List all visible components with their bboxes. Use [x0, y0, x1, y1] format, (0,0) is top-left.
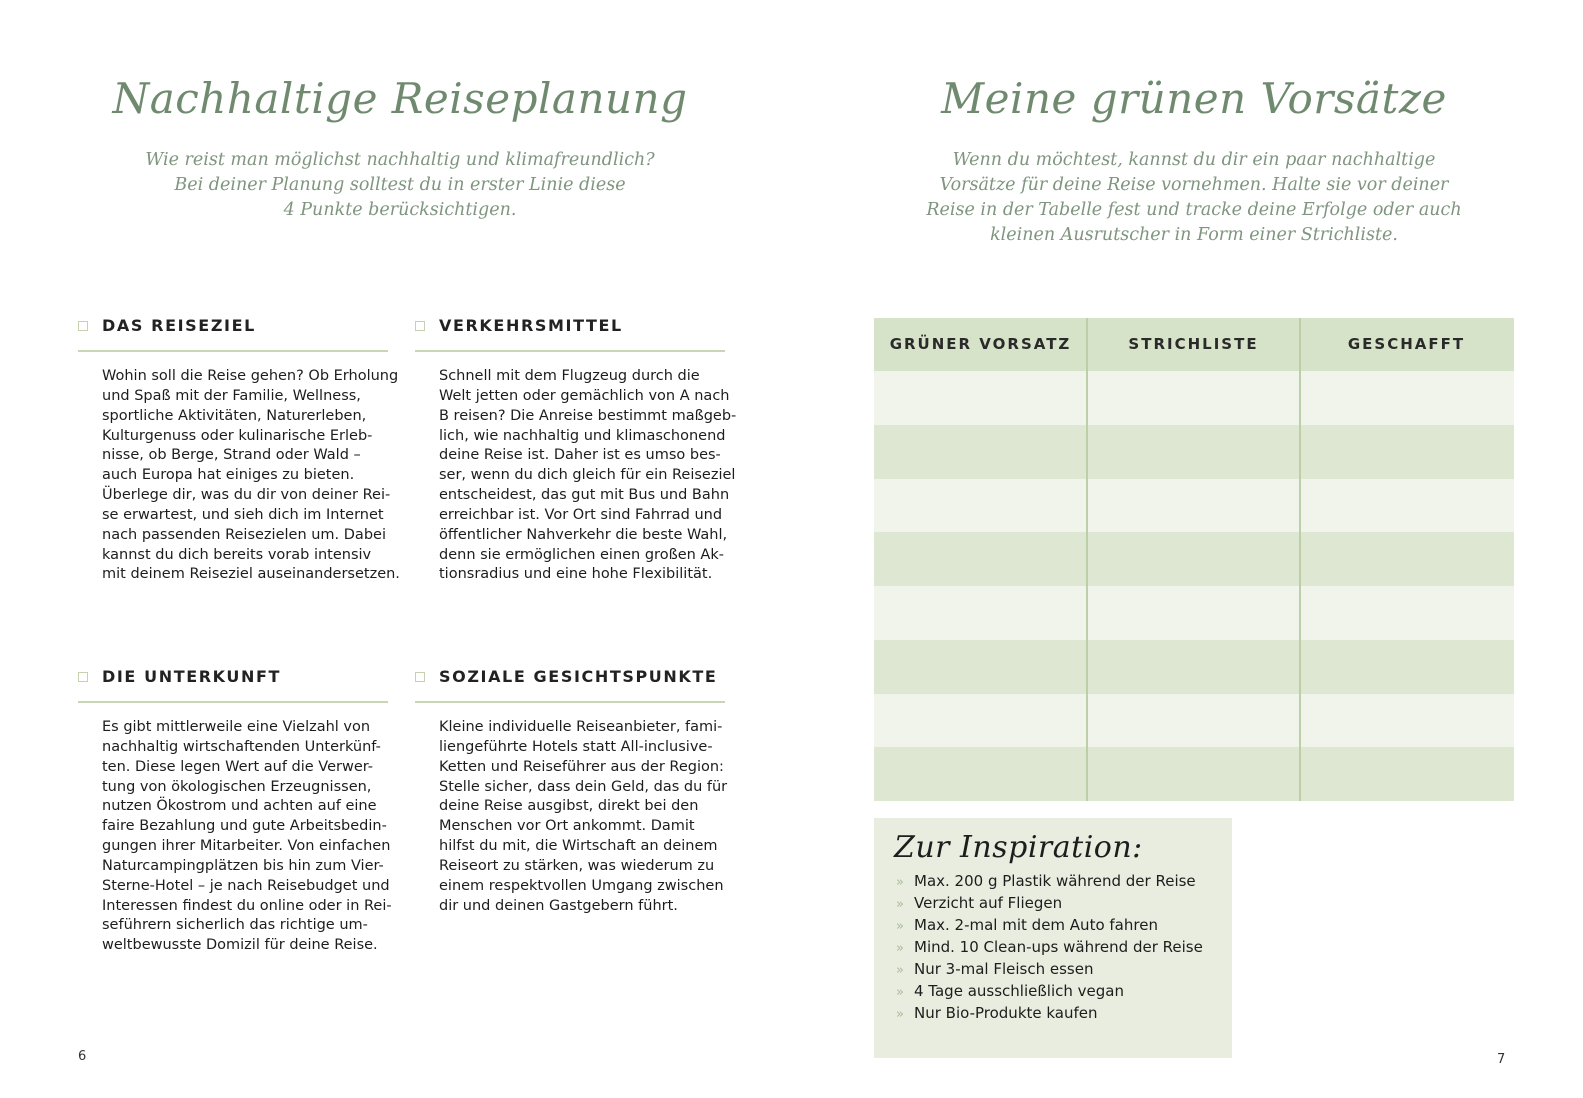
table-row[interactable] — [874, 425, 1514, 479]
list-item-label: Max. 200 g Plastik während der Reise — [914, 872, 1196, 890]
column-header-vorsatz: GRÜNER VORSATZ — [889, 335, 1072, 353]
checkbox-icon — [415, 321, 425, 331]
text-line: deine Reise ausgibst, direkt bei den — [439, 798, 699, 815]
list-item — [896, 892, 1203, 914]
text-line: weltbewusste Domizil für deine Reise. — [102, 937, 378, 954]
table-row[interactable] — [874, 479, 1514, 533]
list-item-label: Max. 2-mal mit dem Auto fahren — [914, 916, 1158, 934]
text-line: Wohin soll die Reise gehen? Ob Erholung — [102, 368, 399, 384]
text-line: Überlege dir, was du dir von deiner Rei- — [102, 487, 391, 504]
text-line: mit deinem Reiseziel auseinandersetzen. — [102, 566, 400, 583]
chevron-right-icon: » — [896, 919, 904, 934]
left-page-title: Nachhaltige Reiseplanung — [112, 74, 688, 123]
text-line: Kleine individuelle Reiseanbieter, fami- — [439, 719, 723, 735]
intro-line: Reise in der Tabelle fest und tracke deine Erfolge oder auch — [926, 200, 1462, 220]
text-line: erreichbar ist. Vor Ort sind Fahrrad und — [439, 506, 723, 523]
inspiration-title: Zur Inspiration: — [894, 830, 1143, 865]
list-item-label: Nur Bio-Produkte kaufen — [914, 1004, 1098, 1022]
resolutions-table — [874, 318, 1514, 801]
right-page-title: Meine grünen Vorsätze — [941, 74, 1447, 123]
intro-line: Wenn du möchtest, kannst du dir ein paar nachhaltige — [952, 150, 1436, 170]
text-line: Es gibt mittlerweile eine Vielzahl von — [102, 719, 371, 735]
section-soziale-gesichtspunkte — [415, 667, 728, 916]
list-item — [896, 958, 1203, 980]
left-intro — [80, 148, 720, 223]
text-line: nisse, ob Berge, Strand oder Wald – — [102, 447, 361, 464]
text-line: kannst du dich bereits vorab intensiv — [102, 546, 372, 563]
chevron-right-icon: » — [896, 875, 904, 890]
section-text — [102, 367, 400, 585]
text-line: Reiseort zu stärken, was wiederum zu — [439, 857, 715, 874]
text-line: tionsradius und eine hohe Flexibilität. — [439, 566, 713, 583]
text-line: se erwartest, und sieh dich im Internet — [102, 506, 384, 523]
table-row[interactable] — [874, 640, 1514, 694]
text-line: Sterne-Hotel – je nach Reisebudget und — [102, 877, 390, 894]
checkbox-icon — [415, 672, 425, 682]
text-line: lich, wie nachhaltig und klimaschonend — [439, 427, 726, 444]
text-line: einem respektvollen Umgang zwischen — [439, 877, 724, 894]
section-unterkunft — [78, 667, 392, 956]
text-line: entscheidest, das gut mit Bus und Bahn — [439, 487, 730, 504]
table-row[interactable] — [874, 586, 1514, 640]
text-line: öffentlicher Nahverkehr die beste Wahl, — [439, 526, 728, 543]
column-header-strichliste: STRICHLISTE — [1128, 335, 1259, 353]
text-line: liengeführte Hotels statt All-inclusive- — [439, 738, 713, 755]
text-line: Stelle sicher, dass dein Geld, das du für — [439, 778, 728, 795]
table-row[interactable] — [874, 532, 1514, 586]
text-line: gungen ihrer Mitarbeiter. Von einfachen — [102, 838, 391, 855]
intro-line: 4 Punkte berücksichtigen. — [283, 200, 517, 220]
text-line: ser, wenn du dich gleich für ein Reiseziel — [439, 467, 736, 484]
column-header-geschafft: GESCHAFFT — [1347, 335, 1466, 353]
section-reiseziel — [78, 316, 400, 585]
text-line: nach passenden Reisezielen um. Dabei — [102, 526, 386, 543]
text-line: B reisen? Die Anreise bestimmt maßgeb- — [439, 407, 737, 424]
text-line: und Spaß mit der Familie, Wellness, — [102, 387, 361, 404]
section-header — [78, 316, 388, 352]
chevron-right-icon: » — [896, 941, 904, 956]
page-number-right: 7 — [1497, 1052, 1506, 1067]
right-intro — [874, 148, 1514, 248]
list-item-label: 4 Tage ausschließlich vegan — [914, 982, 1124, 1000]
page-number-left: 6 — [78, 1049, 87, 1064]
column-divider — [1299, 318, 1301, 801]
intro-line: Vorsätze für deine Reise vornehmen. Halte sie vor deiner — [939, 175, 1449, 195]
column-divider — [1086, 318, 1088, 801]
checkbox-icon — [78, 321, 88, 331]
list-item — [896, 870, 1203, 892]
section-text — [439, 367, 737, 585]
text-line: ten. Diese legen Wert auf die Verwer- — [102, 758, 374, 775]
list-item — [896, 1002, 1203, 1024]
table-row[interactable] — [874, 371, 1514, 425]
text-line: Welt jetten oder gemächlich von A nach — [439, 387, 730, 404]
text-line: auch Europa hat einiges zu bieten. — [102, 467, 355, 484]
list-item — [896, 936, 1203, 958]
section-title: DAS REISEZIEL — [102, 316, 256, 335]
list-item — [896, 980, 1203, 1002]
checkbox-icon — [78, 672, 88, 682]
text-line: Schnell mit dem Flugzeug durch die — [439, 368, 700, 384]
text-line: deine Reise ist. Daher ist es umso bes- — [439, 447, 721, 464]
section-title: VERKEHRSMITTEL — [439, 316, 623, 335]
table-row[interactable] — [874, 694, 1514, 748]
section-header — [415, 316, 725, 352]
inspiration-list — [896, 870, 1203, 1024]
chevron-right-icon: » — [896, 985, 904, 1000]
section-verkehrsmittel — [415, 316, 737, 585]
section-text — [102, 718, 392, 956]
intro-line: Bei deiner Planung solltest du in erster Linie diese — [174, 175, 626, 195]
chevron-right-icon: » — [896, 897, 904, 912]
list-item — [896, 914, 1203, 936]
chevron-right-icon: » — [896, 963, 904, 978]
intro-line: kleinen Ausrutscher in Form einer Strichliste. — [990, 225, 1398, 245]
table-row[interactable] — [874, 747, 1514, 801]
section-text — [439, 718, 728, 916]
section-title: DIE UNTERKUNFT — [102, 667, 282, 686]
text-line: denn sie ermöglichen einen großen Ak- — [439, 546, 724, 563]
text-line: nachhaltig wirtschaftenden Unterkünf- — [102, 738, 381, 755]
text-line: Ketten und Reiseführer aus der Region: — [439, 758, 724, 775]
text-line: faire Bezahlung und gute Arbeitsbedin- — [102, 818, 387, 835]
text-line: Interessen findest du online oder in Rei- — [102, 897, 392, 914]
section-title: SOZIALE GESICHTSPUNKTE — [439, 667, 718, 686]
text-line: nutzen Ökostrom und achten auf eine — [102, 798, 377, 815]
text-line: dir und deinen Gastgebern führt. — [439, 897, 678, 914]
text-line: Kulturgenuss oder kulinarische Erleb- — [102, 427, 373, 444]
chevron-right-icon: » — [896, 1007, 904, 1022]
list-item-label: Nur 3-mal Fleisch essen — [914, 960, 1094, 978]
text-line: tung von ökologischen Erzeugnissen, — [102, 778, 372, 795]
inspiration-box — [874, 818, 1232, 1058]
list-item-label: Verzicht auf Fliegen — [914, 894, 1063, 912]
intro-line: Wie reist man möglichst nachhaltig und klimafreundlich? — [145, 150, 655, 170]
text-line: seführern sicherlich das richtige um- — [102, 917, 368, 934]
section-header — [78, 667, 388, 703]
text-line: sportliche Aktivitäten, Naturerleben, — [102, 407, 367, 424]
list-item-label: Mind. 10 Clean-ups während der Reise — [914, 938, 1203, 956]
section-header — [415, 667, 725, 703]
table-header — [874, 318, 1514, 371]
text-line: Naturcampingplätzen bis hin zum Vier- — [102, 857, 384, 874]
text-line: Menschen vor Ort ankommt. Damit — [439, 818, 695, 835]
text-line: hilfst du mit, die Wirtschaft an deinem — [439, 838, 718, 855]
